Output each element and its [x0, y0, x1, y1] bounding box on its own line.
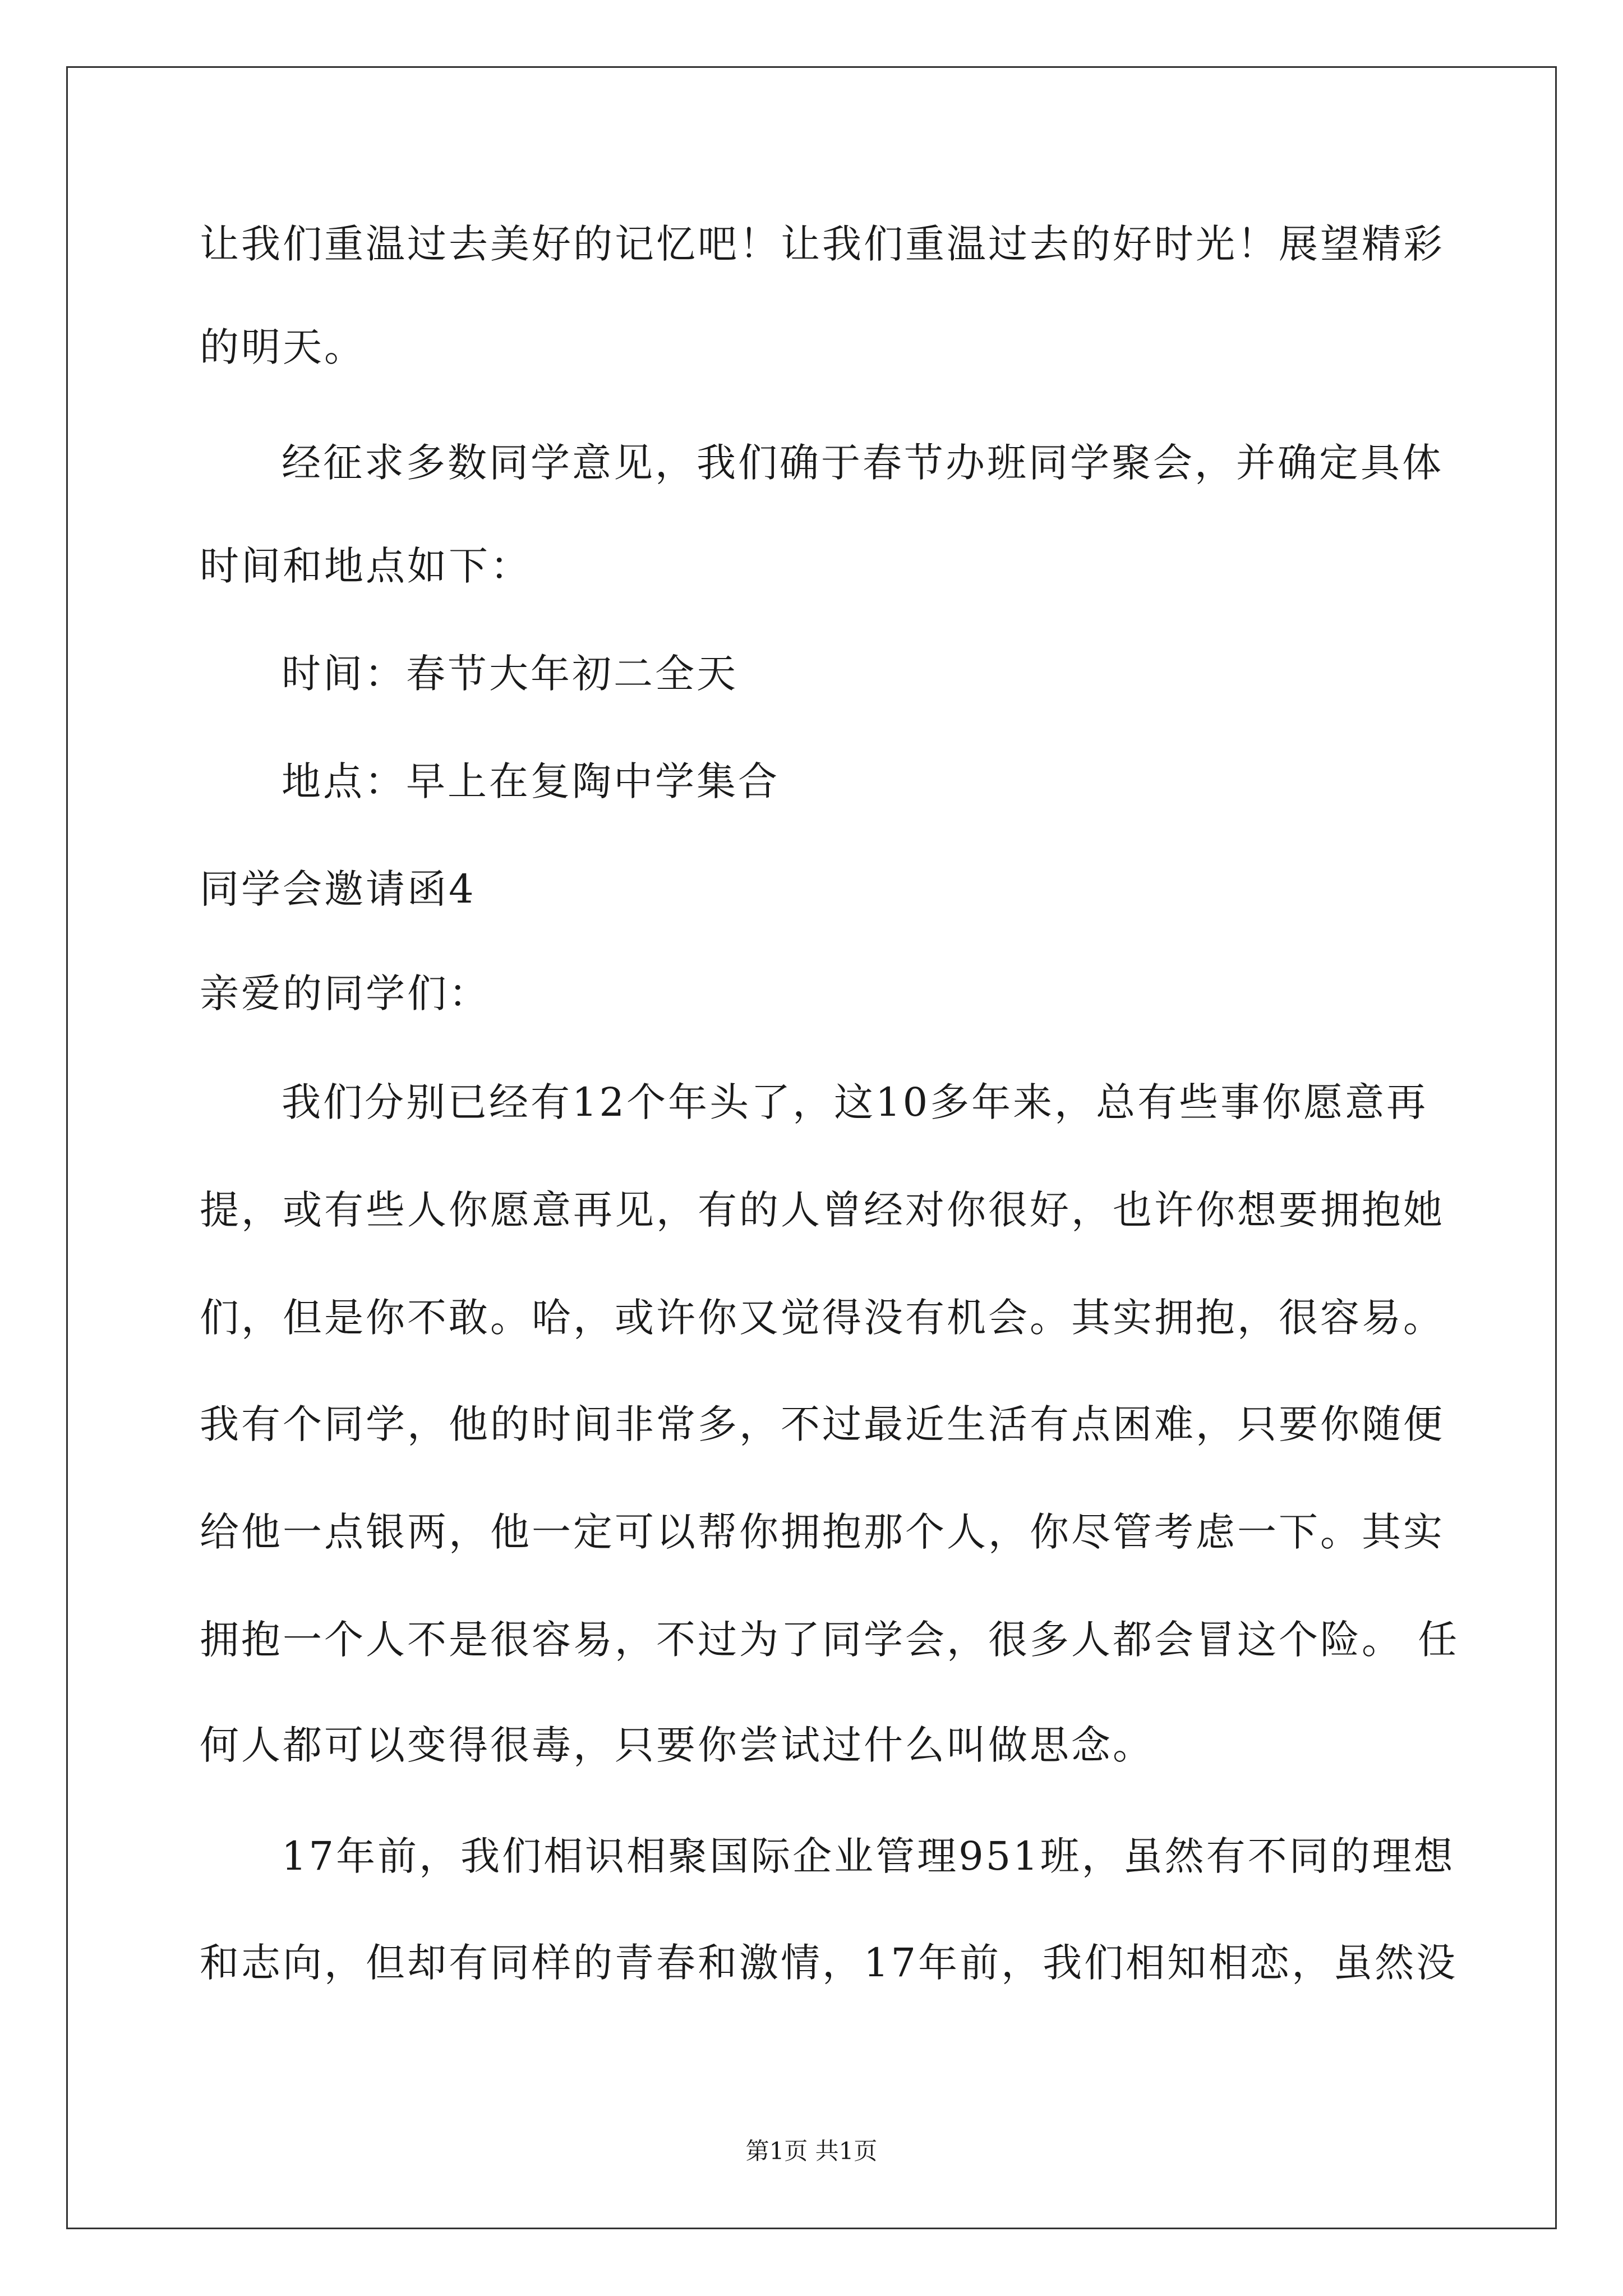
page-border — [66, 66, 1557, 2229]
text-line: 17年前，我们相识相聚国际企业管理951班，虽然有不同的理想 — [282, 1833, 1455, 1879]
text-line: 我们分别已经有12个年头了，这10多年来，总有些事你愿意再 — [282, 1079, 1428, 1125]
page-footer: 第1页 共1页 — [745, 2137, 878, 2165]
text-line: 们，但是你不敢。哈，或许你又觉得没有机会。其实拥抱，很容易。 — [200, 1295, 1445, 1341]
text-line: 的明天。 — [200, 324, 366, 370]
salutation: 亲爱的同学们： — [200, 970, 490, 1016]
text-line: 经征求多数同学意见，我们确于春节办班同学聚会，并确定具体 — [282, 440, 1444, 486]
text-line: 和志向，但却有同样的青春和激情，17年前，我们相知相恋，虽然没 — [200, 1940, 1458, 1986]
text-line: 时间和地点如下： — [200, 543, 532, 589]
text-line: 时间：春节大年初二全天 — [282, 651, 738, 697]
section-heading: 同学会邀请函4 — [200, 866, 476, 912]
text-line: 我有个同学，他的时间非常多，不过最近生活有点困难，只要你随便 — [200, 1401, 1445, 1447]
text-line: 地点：早上在复陶中学集合 — [282, 758, 780, 804]
text-line: 给他一点银两，他一定可以帮你拥抱那个人，你尽管考虑一下。其实 — [200, 1509, 1445, 1555]
text-line: 让我们重温过去美好的记忆吧！让我们重温过去的好时光！展望精彩 — [200, 221, 1445, 267]
text-line: 提，或有些人你愿意再见，有的人曾经对你很好，也许你想要拥抱她 — [200, 1187, 1445, 1233]
text-line: 拥抱一个人不是很容易，不过为了同学会，很多人都会冒这个险。 任 — [200, 1617, 1460, 1663]
text-line: 何人都可以变得很毒，只要你尝试过什么叫做思念。 — [200, 1722, 1154, 1768]
